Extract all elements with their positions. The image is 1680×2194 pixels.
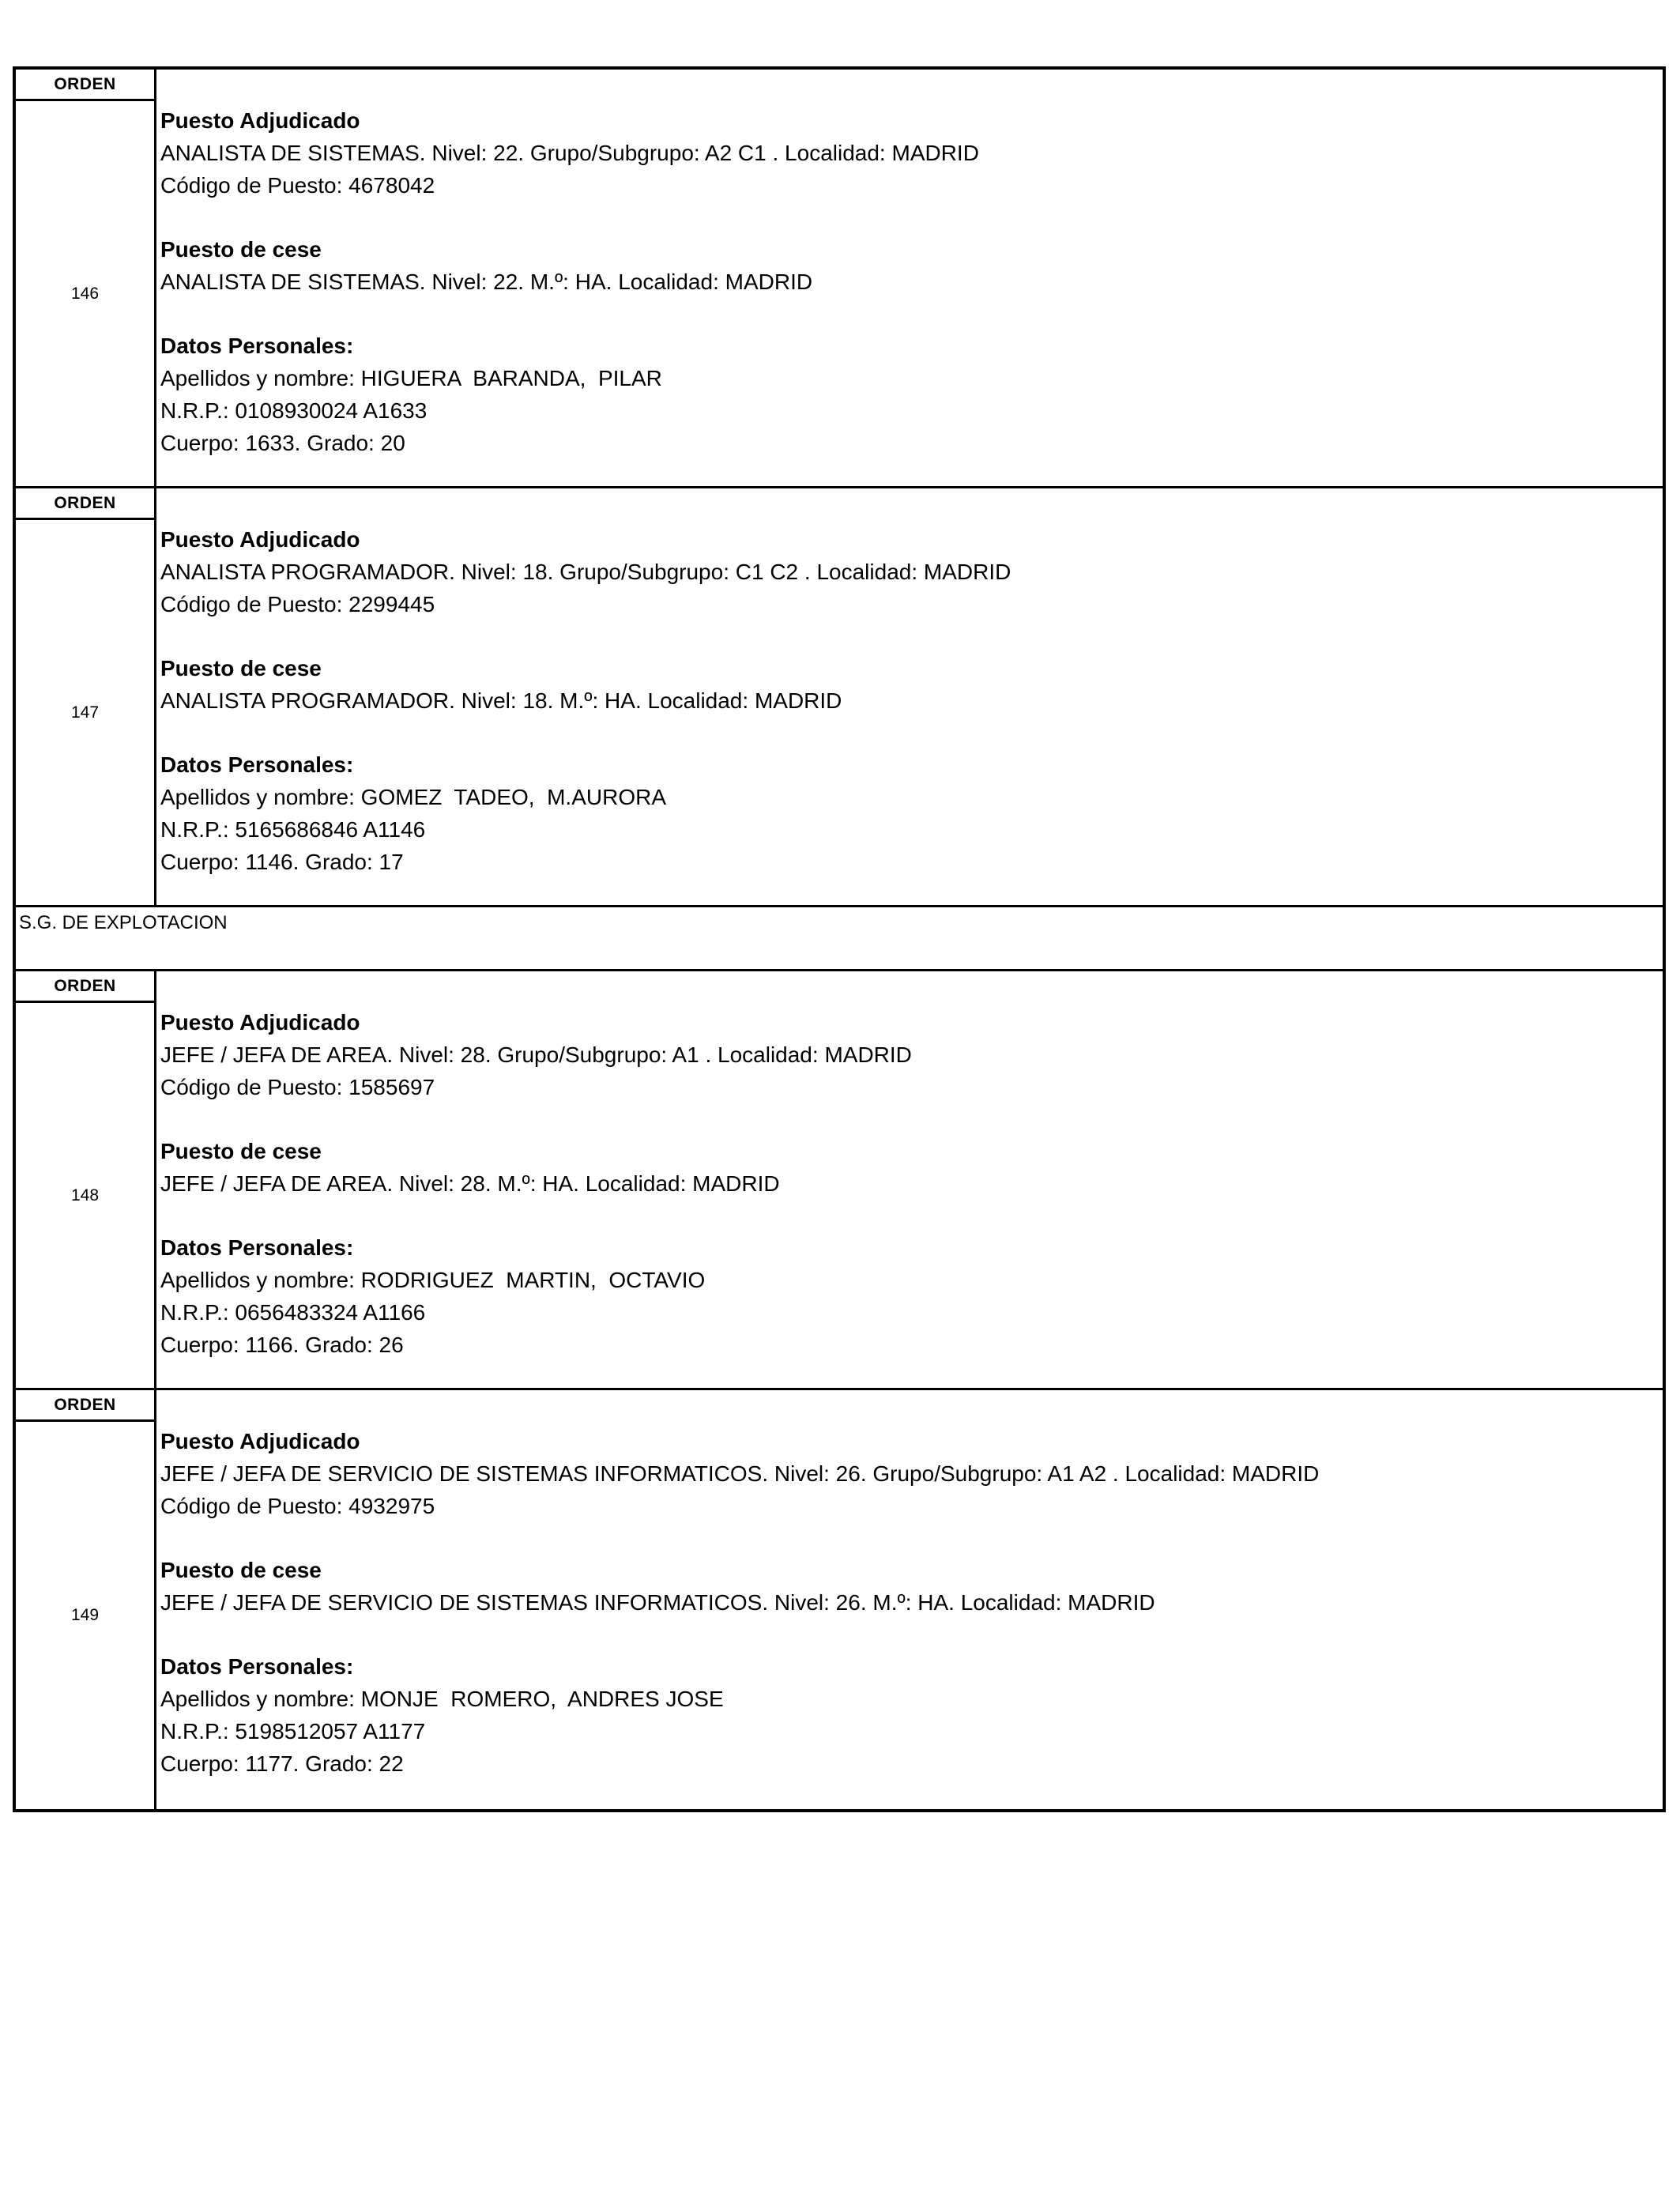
orden-number: 148: [70, 1186, 100, 1204]
table-row: [16, 1390, 1663, 1809]
datos-personales-heading: Datos Personales:: [160, 1654, 354, 1679]
orden-label: ORDEN: [16, 1390, 154, 1422]
table-row: [16, 488, 1663, 907]
puesto-cese-heading: Puesto de cese: [160, 656, 322, 680]
cuerpo-grado-text: Cuerpo: 1633. Grado: 20: [160, 431, 405, 455]
datos-personales-heading: Datos Personales:: [160, 1235, 354, 1260]
cuerpo-grado-text: Cuerpo: 1146. Grado: 17: [160, 850, 404, 874]
codigo-puesto-text: Código de Puesto: 4932975: [160, 1494, 435, 1518]
puesto-cese-text: JEFE / JEFA DE SERVICIO DE SISTEMAS INFORMATICOS. Nivel: 26. M.º: HA. Localidad: MADRID: [160, 1590, 1155, 1615]
cuerpo-grado-text: Cuerpo: 1177. Grado: 22: [160, 1751, 404, 1776]
puesto-adjudicado-text: JEFE / JEFA DE SERVICIO DE SISTEMAS INFORMATICOS. Nivel: 26. Grupo/Subgrupo: A1 A2 . Localidad: MADRID: [160, 1461, 1320, 1486]
orden-label: ORDEN: [16, 70, 154, 101]
codigo-puesto-text: Código de Puesto: 1585697: [160, 1075, 435, 1099]
puesto-cese-text: ANALISTA DE SISTEMAS. Nivel: 22. M.º: HA. Localidad: MADRID: [160, 270, 813, 294]
puesto-adjudicado-heading: Puesto Adjudicado: [160, 1429, 360, 1453]
nrp-text: N.R.P.: 0108930024 A1633: [160, 398, 428, 423]
puesto-adjudicado-text: JEFE / JEFA DE AREA. Nivel: 28. Grupo/Subgrupo: A1 . Localidad: MADRID: [160, 1042, 912, 1067]
cuerpo-grado-text: Cuerpo: 1166. Grado: 26: [160, 1333, 404, 1357]
entry-details: [156, 1390, 1663, 1809]
entry-details: [156, 488, 1663, 905]
table-row: [16, 70, 1663, 488]
orden-number: 149: [70, 1606, 100, 1624]
puesto-adjudicado-text: ANALISTA DE SISTEMAS. Nivel: 22. Grupo/Subgrupo: A2 C1 . Localidad: MADRID: [160, 141, 979, 165]
entry-details: [156, 70, 1663, 486]
puesto-cese-heading: Puesto de cese: [160, 237, 322, 262]
apellidos-nombre-text: Apellidos y nombre: MONJE ROMERO, ANDRES JOSE: [160, 1687, 724, 1711]
puesto-adjudicado-heading: Puesto Adjudicado: [160, 1010, 360, 1035]
apellidos-nombre-text: Apellidos y nombre: GOMEZ TADEO, M.AURORA: [160, 785, 667, 809]
assignments-table: [13, 66, 1666, 1812]
orden-column: [16, 70, 156, 486]
orden-column: [16, 1390, 156, 1809]
nrp-text: N.R.P.: 5198512057 A1177: [160, 1719, 426, 1744]
puesto-cese-heading: Puesto de cese: [160, 1558, 322, 1582]
entry-details: [156, 971, 1663, 1388]
section-header: S.G. DE EXPLOTACION: [16, 907, 1663, 971]
orden-column: [16, 488, 156, 905]
puesto-adjudicado-text: ANALISTA PROGRAMADOR. Nivel: 18. Grupo/Subgrupo: C1 C2 . Localidad: MADRID: [160, 560, 1011, 584]
apellidos-nombre-text: Apellidos y nombre: HIGUERA BARANDA, PILAR: [160, 366, 662, 390]
puesto-cese-text: ANALISTA PROGRAMADOR. Nivel: 18. M.º: HA. Localidad: MADRID: [160, 688, 842, 713]
apellidos-nombre-text: Apellidos y nombre: RODRIGUEZ MARTIN, OCTAVIO: [160, 1268, 706, 1292]
codigo-puesto-text: Código de Puesto: 4678042: [160, 173, 435, 198]
orden-label: ORDEN: [16, 971, 154, 1003]
nrp-text: N.R.P.: 5165686846 A1146: [160, 817, 426, 842]
orden-column: [16, 971, 156, 1388]
nrp-text: N.R.P.: 0656483324 A1166: [160, 1300, 426, 1325]
puesto-adjudicado-heading: Puesto Adjudicado: [160, 108, 360, 133]
codigo-puesto-text: Código de Puesto: 2299445: [160, 592, 435, 616]
puesto-adjudicado-heading: Puesto Adjudicado: [160, 527, 360, 552]
table-row: [16, 971, 1663, 1390]
datos-personales-heading: Datos Personales:: [160, 334, 354, 358]
orden-label: ORDEN: [16, 488, 154, 520]
datos-personales-heading: Datos Personales:: [160, 752, 354, 777]
orden-number: 146: [70, 284, 100, 303]
puesto-cese-heading: Puesto de cese: [160, 1139, 322, 1163]
orden-number: 147: [70, 703, 100, 722]
puesto-cese-text: JEFE / JEFA DE AREA. Nivel: 28. M.º: HA. Localidad: MADRID: [160, 1171, 780, 1196]
